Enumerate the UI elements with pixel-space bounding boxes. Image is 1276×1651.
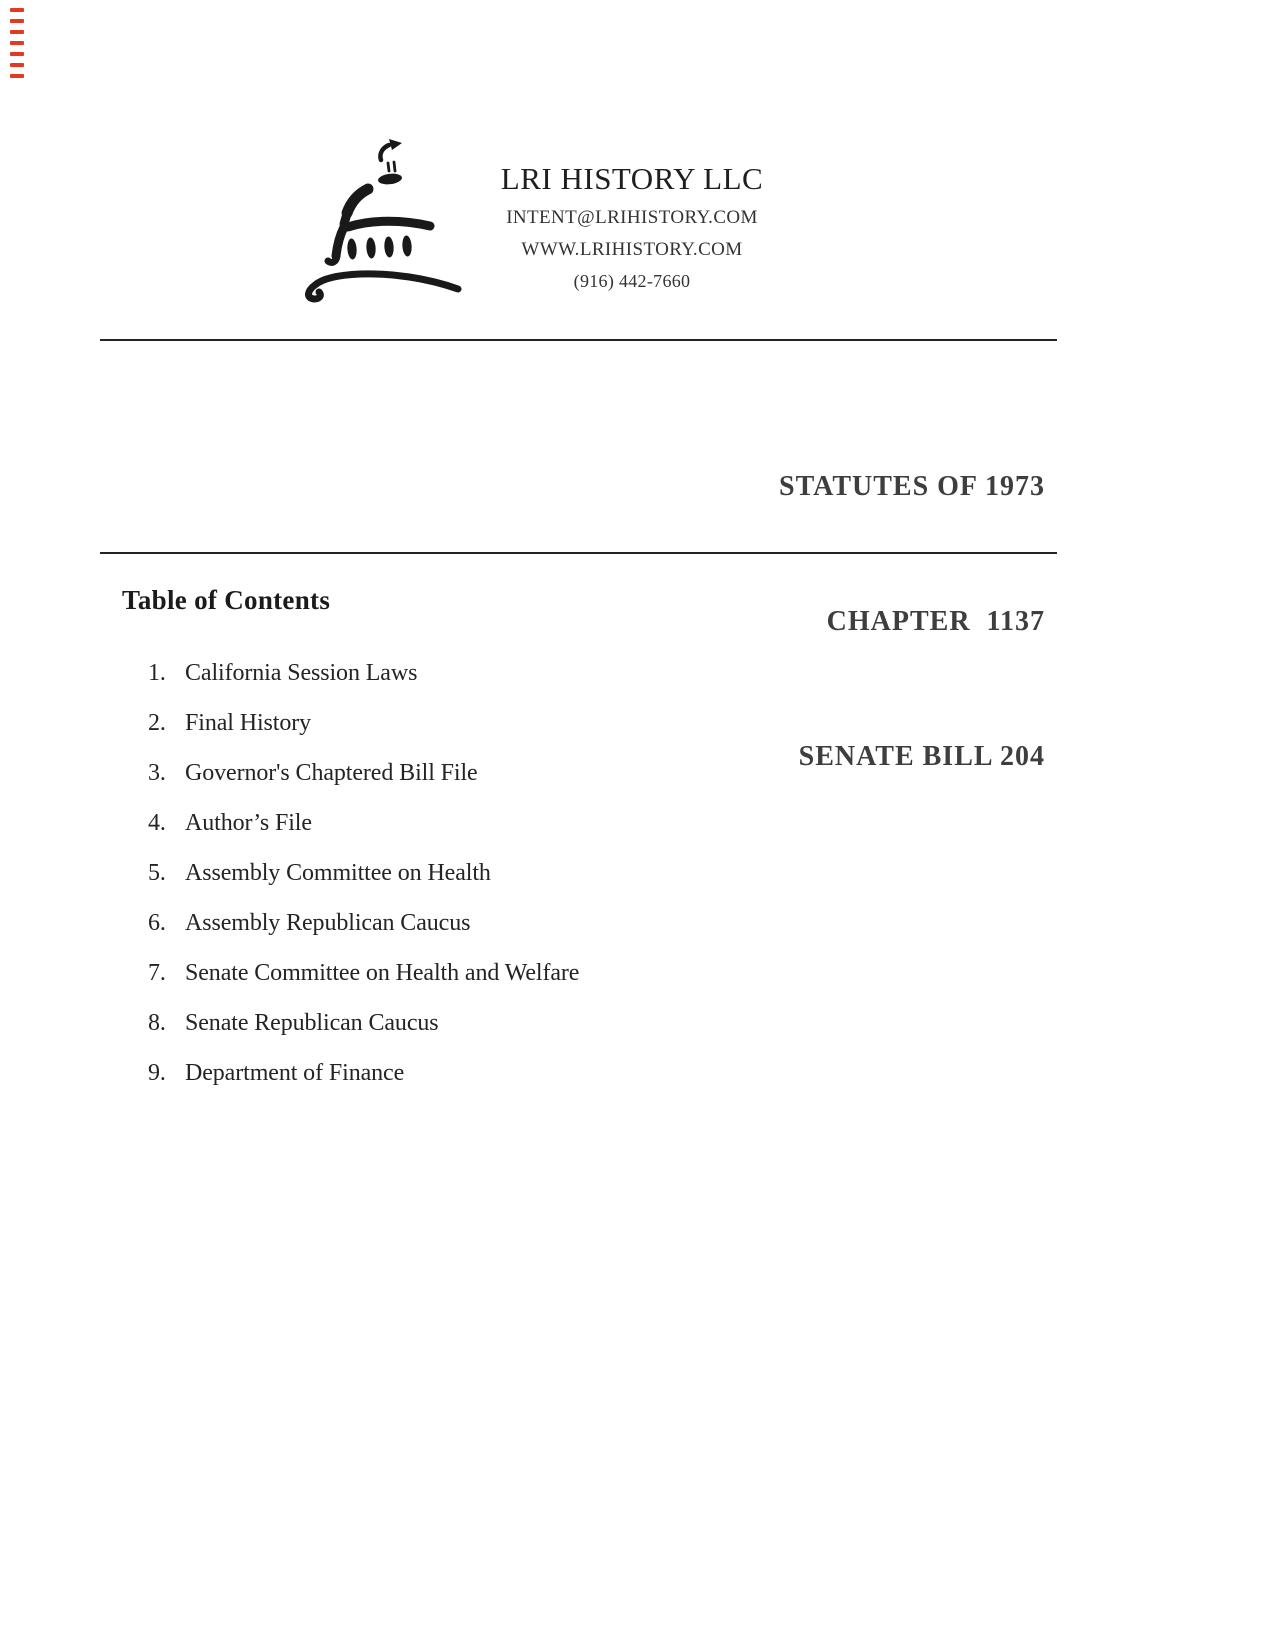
toc-item-label: Final History <box>185 710 312 736</box>
toc-item <box>148 898 1048 948</box>
toc-item-label: Senate Committee on Health and Welfare <box>185 960 580 986</box>
toc-item-label: Assembly Republican Caucus <box>185 910 471 936</box>
toc-item-label: Author’s File <box>185 810 312 836</box>
toc-item-number: 5. <box>148 860 166 886</box>
scan-mark <box>10 63 24 67</box>
toc-list <box>148 648 1048 1098</box>
scan-mark <box>10 30 24 34</box>
scan-mark <box>10 19 24 23</box>
toc-item <box>148 648 1048 698</box>
scan-mark <box>10 8 24 12</box>
company-website: WWW.LRIHISTORY.COM <box>521 239 743 260</box>
toc-item <box>148 948 1048 998</box>
toc-item-number: 6. <box>148 910 166 936</box>
scan-mark <box>10 41 24 45</box>
toc-item-number: 4. <box>148 810 166 836</box>
toc-item <box>148 998 1048 1048</box>
scan-mark <box>10 74 24 78</box>
company-name: LRI HISTORY LLC <box>500 161 764 196</box>
toc-item <box>148 848 1048 898</box>
toc-item <box>148 798 1048 848</box>
toc-item-label: Department of Finance <box>185 1060 405 1086</box>
toc-item-label: California Session Laws <box>185 660 418 686</box>
toc-item <box>148 748 1048 798</box>
senate-bill-line: SENATE BILL 204 <box>798 741 1045 772</box>
toc-item <box>148 1048 1048 1098</box>
scan-mark <box>10 52 24 56</box>
toc-item-number: 1. <box>148 660 166 686</box>
toc-item-label: Assembly Committee on Health <box>185 860 491 886</box>
toc-item <box>148 698 1048 748</box>
toc-item-label: Governor's Chaptered Bill File <box>185 760 478 786</box>
toc-item-number: 8. <box>148 1010 166 1036</box>
company-phone: (916) 442-7660 <box>573 271 691 291</box>
toc-item-number: 3. <box>148 760 166 786</box>
toc-heading: Table of Contents <box>122 585 331 615</box>
company-email: INTENT@LRIHISTORY.COM <box>506 207 758 228</box>
divider-top <box>100 339 1057 341</box>
chapter-line: CHAPTER 1137 <box>826 606 1045 637</box>
statutes-line: STATUTES OF 1973 <box>779 471 1045 502</box>
toc-item-number: 7. <box>148 960 166 986</box>
toc-item-number: 2. <box>148 710 166 736</box>
toc-item-label: Senate Republican Caucus <box>185 1010 439 1036</box>
toc-item-number: 9. <box>148 1060 166 1086</box>
